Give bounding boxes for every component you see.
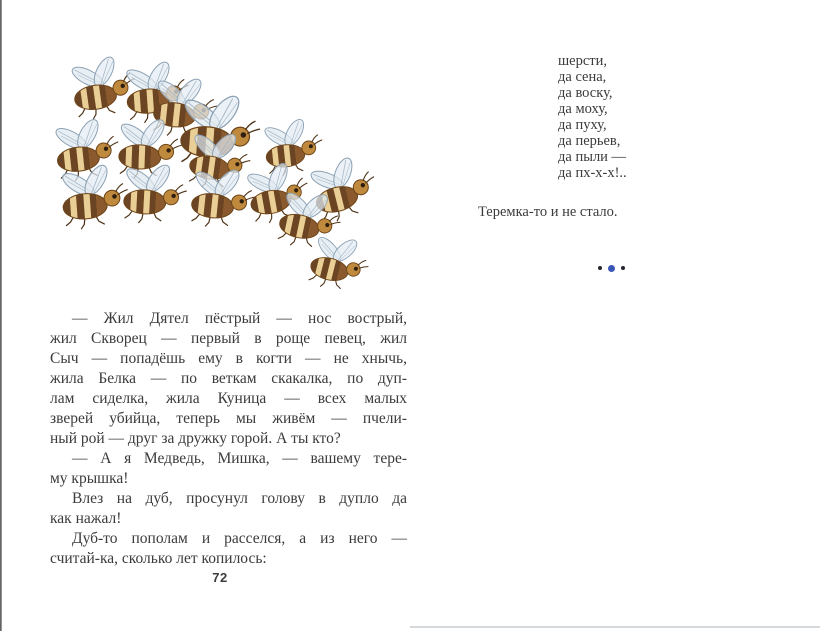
verse-line: да пуху, (558, 117, 607, 133)
story-text-block (50, 309, 407, 569)
closing-sentence: Теремка-то и не стало. (478, 204, 618, 220)
ornament-dot-large (608, 265, 615, 272)
story-line: лам сиделка, жила Куница — всех малых (50, 390, 407, 407)
verse-line: да сена, (558, 69, 607, 85)
verse-line: да пыли — (558, 149, 627, 165)
story-line: Сыч — попадёшь ему в когти — не хнычь, (50, 350, 407, 367)
story-line: Дуб-то пополам и расселся, а из него — (72, 530, 407, 547)
story-line: — Жил Дятел пёстрый — нос вострый, (72, 310, 407, 327)
story-line: ный рой — друг за дружку горой. А ты кто? (50, 430, 341, 447)
verse-line: да воску, (558, 85, 613, 101)
bee (51, 114, 121, 183)
ornament-dot-small (598, 266, 602, 270)
story-line: жил Скворец — первый в роще певец, жил (50, 330, 407, 347)
story-line: — А я Медведь, Мишка, — вашему тере- (72, 450, 407, 467)
bee (305, 228, 374, 296)
story-line: считай-ка, сколько лет копилось: (50, 550, 267, 567)
verse-line: шерсти, (558, 53, 608, 69)
verse-line: да моху, (558, 101, 608, 117)
story-line: как нажал! (50, 510, 122, 527)
bee (121, 159, 188, 225)
bee (261, 114, 326, 177)
story-line: жила Белка — по веткам скакалка, по дуп- (50, 370, 407, 387)
page-number: 72 (212, 570, 228, 585)
bee-swarm-illustration (40, 50, 380, 300)
story-line: му крышка! (50, 470, 129, 487)
verse-block (558, 53, 627, 181)
ornament-dot-small (621, 266, 625, 270)
verse-line: да пх-х-х!.. (558, 165, 627, 181)
page-bottom-edge-line (410, 626, 820, 628)
section-divider-ornament (593, 262, 629, 274)
story-line: зверей убийца, теперь мы живём — пчели- (50, 410, 407, 427)
bee (67, 51, 139, 122)
page-left-edge-line (0, 0, 2, 631)
verse-line: да перьев, (558, 133, 621, 149)
story-line: Влез на дуб, просунул голову в дупло да (72, 490, 407, 507)
